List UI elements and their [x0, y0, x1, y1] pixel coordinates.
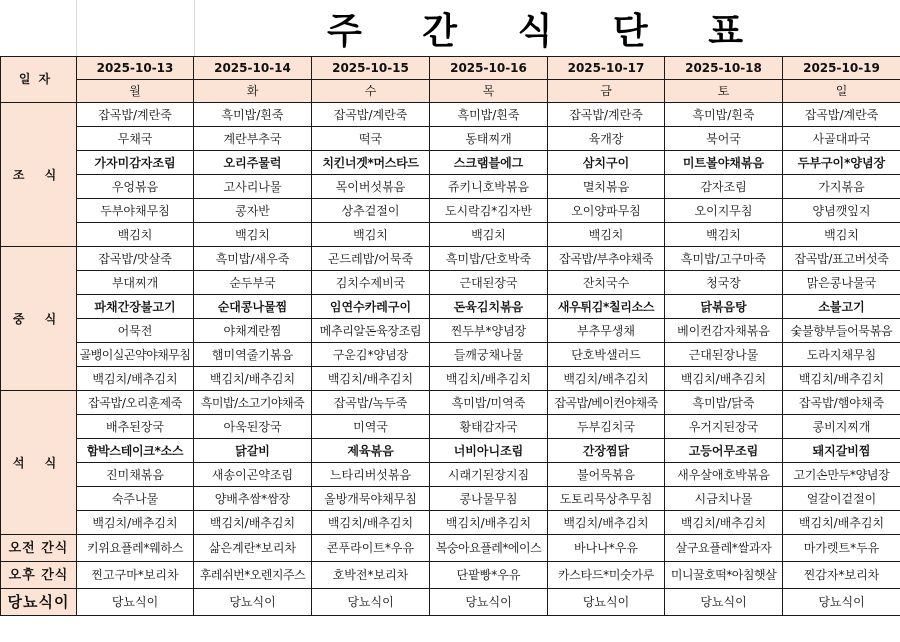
- menu-item: 오리주물럭: [194, 151, 312, 175]
- menu-row: [1, 199, 900, 223]
- menu-item: 고등어무조림: [665, 439, 783, 463]
- menu-item: 육개장: [548, 127, 665, 151]
- menu-item: 목이버섯볶음: [312, 175, 430, 199]
- menu-item: 맑은콩나물국: [783, 271, 900, 295]
- menu-item: 무채국: [77, 127, 194, 151]
- menu-item: 단호박샐러드: [548, 343, 665, 367]
- date-cell: 2025-10-13: [77, 57, 194, 80]
- menu-item: 잡곡밥/녹두죽: [312, 391, 430, 415]
- menu-item: 잔치국수: [548, 271, 665, 295]
- menu-item: 감자조림: [665, 175, 783, 199]
- menu-item: 흑미밥/소고기야채죽: [194, 391, 312, 415]
- weekday-cell: 일: [783, 80, 900, 103]
- menu-item: 잡곡밥/계란죽: [77, 103, 194, 127]
- menu-item: 새송이곤약조림: [194, 463, 312, 487]
- menu-item: 잡곡밥/오리훈제죽: [77, 391, 194, 415]
- menu-row: [1, 463, 900, 487]
- menu-item: 얼갈이겉절이: [783, 487, 900, 511]
- menu-item: 오이지무침: [665, 199, 783, 223]
- menu-item: 흑미밥/새우죽: [194, 247, 312, 271]
- date-label: 일자: [1, 57, 77, 103]
- menu-item: 햄미역줄기볶음: [194, 343, 312, 367]
- menu-item: 잡곡밥/맛살죽: [77, 247, 194, 271]
- menu-row: [1, 247, 900, 271]
- snack-item: 콘푸라이트*우유: [312, 535, 430, 562]
- menu-item: 임연수카레구이: [312, 295, 430, 319]
- menu-item: 콩나물무침: [430, 487, 548, 511]
- menu-item: 도토리묵상추무침: [548, 487, 665, 511]
- menu-item: 흑미밥/고구마죽: [665, 247, 783, 271]
- menu-item: 느타리버섯볶음: [312, 463, 430, 487]
- menu-item: 삼치구이: [548, 151, 665, 175]
- menu-item: 진미채볶음: [77, 463, 194, 487]
- menu-item: 미트볼야채볶음: [665, 151, 783, 175]
- menu-item: 백김치/배추김치: [665, 511, 783, 535]
- menu-row: [1, 295, 900, 319]
- menu-item: 곤드레밥/어묵죽: [312, 247, 430, 271]
- menu-item: 고사리나물: [194, 175, 312, 199]
- menu-item: 계란부추국: [194, 127, 312, 151]
- weekday-cell: 수: [312, 80, 430, 103]
- snack-item: 마가렛트*두유: [783, 535, 900, 562]
- menu-row: [1, 223, 900, 247]
- snack-item: 당뇨식이: [430, 589, 548, 616]
- menu-item: 우거지된장국: [665, 415, 783, 439]
- menu-item: 부추무생채: [548, 319, 665, 343]
- meal-label: 중 식: [1, 247, 77, 391]
- menu-item: 아욱된장국: [194, 415, 312, 439]
- snack-item: 후레쉬번*오렌지주스: [194, 562, 312, 589]
- menu-item: 백김치/배추김치: [548, 511, 665, 535]
- menu-item: 올방개묵야채무침: [312, 487, 430, 511]
- menu-item: 가지볶음: [783, 175, 900, 199]
- menu-item: 가자미감자조림: [77, 151, 194, 175]
- snack-row: [1, 562, 900, 589]
- menu-item: 흑미밥/단호박죽: [430, 247, 548, 271]
- menu-item: 닭볶음탕: [665, 295, 783, 319]
- menu-item: 백김치/배추김치: [312, 367, 430, 391]
- menu-item: 오이양파무침: [548, 199, 665, 223]
- menu-item: 어묵전: [77, 319, 194, 343]
- menu-item: 근대된장나물: [665, 343, 783, 367]
- snack-item: 단팥빵*우유: [430, 562, 548, 589]
- weekday-cell: 금: [548, 80, 665, 103]
- menu-item: 소불고기: [783, 295, 900, 319]
- menu-item: 백김치/배추김치: [783, 367, 900, 391]
- menu-item: 우엉볶음: [77, 175, 194, 199]
- meal-label: 석 식: [1, 391, 77, 535]
- menu-item: 잡곡밥/부추야채죽: [548, 247, 665, 271]
- menu-item: 두부구이*양념장: [783, 151, 900, 175]
- menu-item: 두부야채무침: [77, 199, 194, 223]
- menu-item: 불어묵볶음: [548, 463, 665, 487]
- menu-item: 돼지갈비찜: [783, 439, 900, 463]
- menu-item: 두부김치국: [548, 415, 665, 439]
- date-row: [1, 57, 900, 80]
- snack-item: 호박전*보리차: [312, 562, 430, 589]
- weekday-row: [1, 80, 900, 103]
- menu-item: 돈육김치볶음: [430, 295, 548, 319]
- weekday-cell: 토: [665, 80, 783, 103]
- menu-item: 백김치: [194, 223, 312, 247]
- menu-item: 순대콩나물찜: [194, 295, 312, 319]
- snack-item: 키위요플레*웨하스: [77, 535, 194, 562]
- menu-item: 스크램블에그: [430, 151, 548, 175]
- menu-item: 고기손만두*양념장: [783, 463, 900, 487]
- weekday-cell: 월: [77, 80, 194, 103]
- menu-item: 너비아니조림: [430, 439, 548, 463]
- menu-item: 닭갈비: [194, 439, 312, 463]
- menu-item: 메추리알돈육장조림: [312, 319, 430, 343]
- menu-row: [1, 367, 900, 391]
- snack-item: 당뇨식이: [548, 589, 665, 616]
- menu-item: 숙주나물: [77, 487, 194, 511]
- menu-item: 떡국: [312, 127, 430, 151]
- menu-row: [1, 151, 900, 175]
- menu-item: 청국장: [665, 271, 783, 295]
- menu-item: 도라지채무침: [783, 343, 900, 367]
- menu-item: 미역국: [312, 415, 430, 439]
- menu-item: 잡곡밥/베이컨야채죽: [548, 391, 665, 415]
- menu-item: 베이컨감자채볶음: [665, 319, 783, 343]
- menu-item: 제육볶음: [312, 439, 430, 463]
- snack-item: 복숭아요플레*에이스: [430, 535, 548, 562]
- menu-item: 파채간장불고기: [77, 295, 194, 319]
- snack-item: 당뇨식이: [77, 589, 194, 616]
- menu-item: 양배추쌈*쌈장: [194, 487, 312, 511]
- menu-item: 사골대파국: [783, 127, 900, 151]
- menu-item: 백김치/배추김치: [430, 367, 548, 391]
- menu-item: 백김치/배추김치: [77, 511, 194, 535]
- snack-label: 오후 간식: [1, 562, 77, 589]
- menu-item: 백김치: [312, 223, 430, 247]
- menu-item: 흑미밥/흰죽: [665, 103, 783, 127]
- menu-item: 간장찜닭: [548, 439, 665, 463]
- menu-item: 흑미밥/닭죽: [665, 391, 783, 415]
- snack-item: 찐감자*보리차: [783, 562, 900, 589]
- menu-item: 백김치: [665, 223, 783, 247]
- snack-item: 당뇨식이: [665, 589, 783, 616]
- menu-row: [1, 127, 900, 151]
- snack-label: 오전 간식: [1, 535, 77, 562]
- menu-item: 김치수제비국: [312, 271, 430, 295]
- date-cell: 2025-10-16: [430, 57, 548, 80]
- menu-item: 새우튀김*칠리소스: [548, 295, 665, 319]
- weekly-menu-table: [0, 56, 900, 616]
- menu-item: 콩비지찌개: [783, 415, 900, 439]
- gridline: [76, 0, 77, 56]
- date-cell: 2025-10-18: [665, 57, 783, 80]
- snack-item: 미니꿀호떡*아침햇살: [665, 562, 783, 589]
- snack-row: [1, 535, 900, 562]
- menu-item: 잡곡밥/햄야채죽: [783, 391, 900, 415]
- snack-item: 바나나*우유: [548, 535, 665, 562]
- menu-row: [1, 415, 900, 439]
- menu-item: 잡곡밥/계란죽: [783, 103, 900, 127]
- menu-item: 쥬키니호박볶음: [430, 175, 548, 199]
- menu-row: [1, 391, 900, 415]
- snack-item: 당뇨식이: [194, 589, 312, 616]
- weekday-cell: 목: [430, 80, 548, 103]
- menu-item: 백김치/배추김치: [77, 367, 194, 391]
- menu-item: 배추된장국: [77, 415, 194, 439]
- menu-item: 백김치/배추김치: [665, 367, 783, 391]
- menu-item: 백김치: [430, 223, 548, 247]
- menu-item: 흑미밥/흰죽: [430, 103, 548, 127]
- snack-label: 당뇨식이: [1, 589, 77, 616]
- menu-item: 흑미밥/흰죽: [194, 103, 312, 127]
- menu-item: 함박스테이크*소스: [77, 439, 194, 463]
- menu-item: 북어국: [665, 127, 783, 151]
- menu-item: 백김치/배추김치: [194, 511, 312, 535]
- menu-item: 찐두부*양념장: [430, 319, 548, 343]
- menu-item: 흑미밥/미역죽: [430, 391, 548, 415]
- menu-item: 잡곡밥/계란죽: [548, 103, 665, 127]
- page-title: 주 간 식 단 표: [326, 10, 767, 52]
- menu-item: 구운김*양념장: [312, 343, 430, 367]
- menu-item: 근대된장국: [430, 271, 548, 295]
- menu-item: 백김치: [548, 223, 665, 247]
- menu-row: [1, 439, 900, 463]
- snack-item: 살구요플레*쌀과자: [665, 535, 783, 562]
- snack-item: 당뇨식이: [783, 589, 900, 616]
- menu-item: 백김치/배추김치: [194, 367, 312, 391]
- menu-item: 황태감자국: [430, 415, 548, 439]
- date-cell: 2025-10-17: [548, 57, 665, 80]
- menu-item: 시래기된장지짐: [430, 463, 548, 487]
- menu-item: 숯불향부들어묵볶음: [783, 319, 900, 343]
- snack-item: 카스타드*미숫가루: [548, 562, 665, 589]
- menu-row: [1, 271, 900, 295]
- menu-item: 백김치/배추김치: [783, 511, 900, 535]
- weekday-cell: 화: [194, 80, 312, 103]
- menu-item: 골뱅이실곤약야채무침: [77, 343, 194, 367]
- menu-item: 새우살애호박볶음: [665, 463, 783, 487]
- menu-item: 양념깻잎지: [783, 199, 900, 223]
- date-cell: 2025-10-19: [783, 57, 900, 80]
- menu-item: 들깨궁채나물: [430, 343, 548, 367]
- menu-item: 부대찌개: [77, 271, 194, 295]
- menu-item: 백김치: [77, 223, 194, 247]
- menu-item: 상추겉절이: [312, 199, 430, 223]
- snack-item: 당뇨식이: [312, 589, 430, 616]
- snack-item: 찐고구마*보리차: [77, 562, 194, 589]
- menu-item: 잡곡밥/표고버섯죽: [783, 247, 900, 271]
- menu-item: 잡곡밥/계란죽: [312, 103, 430, 127]
- menu-row: [1, 175, 900, 199]
- menu-item: 콩자반: [194, 199, 312, 223]
- menu-item: 백김치: [783, 223, 900, 247]
- menu-item: 백김치/배추김치: [312, 511, 430, 535]
- menu-item: 순두부국: [194, 271, 312, 295]
- menu-row: [1, 343, 900, 367]
- menu-item: 백김치/배추김치: [430, 511, 548, 535]
- snack-row: [1, 589, 900, 616]
- menu-item: 치킨너겟*머스타드: [312, 151, 430, 175]
- title-bar: [0, 0, 900, 56]
- date-cell: 2025-10-14: [194, 57, 312, 80]
- menu-row: [1, 511, 900, 535]
- menu-item: 멸치볶음: [548, 175, 665, 199]
- menu-row: [1, 319, 900, 343]
- menu-item: 시금치나물: [665, 487, 783, 511]
- meal-label: 조 식: [1, 103, 77, 247]
- snack-item: 삶은계란*보리차: [194, 535, 312, 562]
- menu-row: [1, 103, 900, 127]
- menu-item: 야채계란찜: [194, 319, 312, 343]
- menu-item: 도시락김*김자반: [430, 199, 548, 223]
- menu-item: 백김치/배추김치: [548, 367, 665, 391]
- menu-row: [1, 487, 900, 511]
- date-cell: 2025-10-15: [312, 57, 430, 80]
- menu-item: 동태찌개: [430, 127, 548, 151]
